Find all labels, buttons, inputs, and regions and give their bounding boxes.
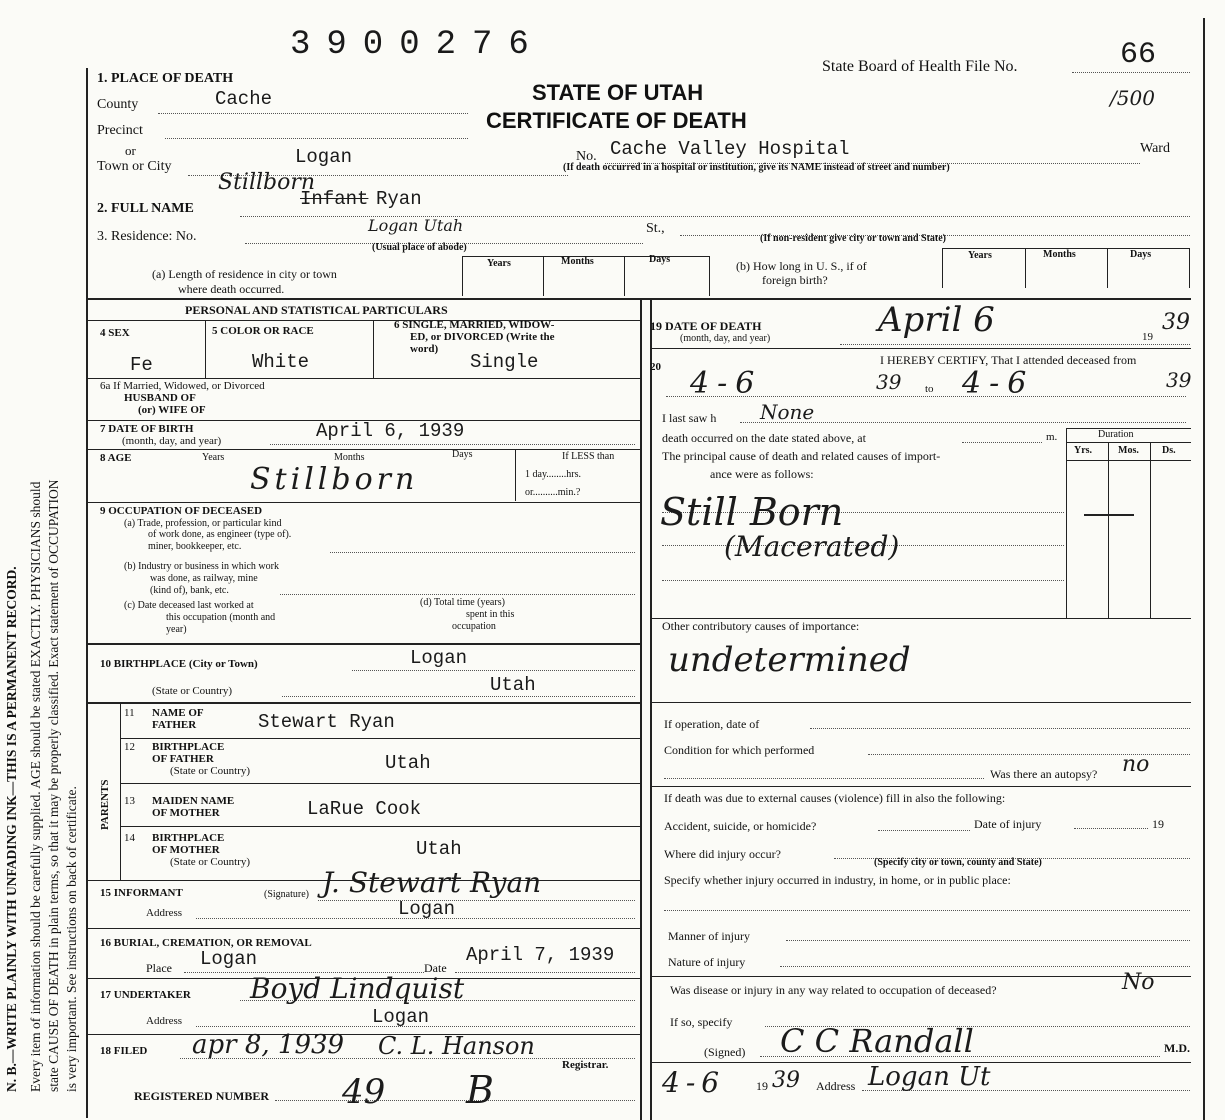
residence-box-div1 bbox=[543, 256, 544, 296]
row-occupation-bottom bbox=[88, 643, 640, 645]
left-border bbox=[86, 68, 88, 1118]
burial-place-label: Place bbox=[146, 961, 172, 975]
residence-box-right bbox=[709, 256, 710, 296]
physician-signature: C C Randall bbox=[780, 1022, 974, 1060]
other-causes-value: undetermined bbox=[668, 640, 911, 680]
certify-to-label: to bbox=[925, 383, 934, 395]
registered-mark: B bbox=[466, 1068, 494, 1112]
related-label: Was disease or injury in any way related to occupation of deceased? bbox=[670, 983, 997, 997]
occupation-c2: this occupation (month and bbox=[166, 612, 276, 623]
condition-line-2 bbox=[664, 778, 984, 779]
age-days: Days bbox=[452, 449, 473, 460]
burial-date: April 7, 1939 bbox=[466, 944, 615, 966]
or-label: or bbox=[125, 143, 136, 158]
age-value: Stillborn bbox=[250, 462, 419, 497]
row-sex-bottom bbox=[88, 378, 640, 379]
age-lessthan-a: If LESS than bbox=[562, 451, 615, 462]
father-bp-label-a: BIRTHPLACE bbox=[152, 741, 225, 753]
father-bp-label-c: (State or Country) bbox=[170, 765, 251, 777]
ward-label: Ward bbox=[1140, 141, 1170, 156]
color-value: White bbox=[252, 351, 310, 373]
us-box-div1 bbox=[1025, 248, 1026, 288]
mother-bp-label-c: (State or Country) bbox=[170, 856, 251, 868]
birthplace-state-line bbox=[282, 696, 635, 697]
certify-from-line bbox=[666, 396, 1186, 397]
county-line bbox=[158, 113, 468, 114]
injury-date-label: Date of injury bbox=[974, 817, 1042, 831]
board-file-extra: /500 bbox=[1110, 86, 1155, 110]
burial-date-label: Date bbox=[424, 961, 447, 975]
md-label: M.D. bbox=[1164, 1041, 1190, 1055]
registered-label: REGISTERED NUMBER bbox=[134, 1089, 270, 1103]
center-divider-2 bbox=[650, 300, 652, 1120]
row-birthplace-bottom bbox=[88, 702, 640, 704]
burial-date-line bbox=[455, 972, 635, 973]
registrar-signature: C. L. Hanson bbox=[378, 1032, 535, 1060]
birth-date-value: April 6, 1939 bbox=[316, 420, 465, 442]
informant-sig-label: (Signature) bbox=[264, 889, 309, 900]
sex-label: 4 SEX bbox=[100, 327, 130, 339]
father-label-a: NAME OF bbox=[152, 707, 204, 719]
precinct-line bbox=[165, 138, 468, 139]
last-saw-line bbox=[740, 422, 1186, 423]
accident-line bbox=[878, 830, 970, 831]
autopsy-value: no bbox=[1122, 752, 1150, 777]
row-autopsy-bottom bbox=[652, 786, 1191, 787]
place-of-death-label: 1. PLACE OF DEATH bbox=[97, 71, 234, 86]
sign-date: 4-6 bbox=[662, 1066, 726, 1099]
occupation-c3: year) bbox=[166, 624, 187, 635]
death-date-month-day: April 6 bbox=[878, 300, 995, 340]
manner-label: Manner of injury bbox=[668, 929, 750, 943]
burial-label: 16 BURIAL, CREMATION, OR REMOVAL bbox=[100, 937, 312, 949]
last-saw-value: None bbox=[760, 400, 815, 424]
father-value: Stewart Ryan bbox=[258, 711, 395, 733]
occupation-label: 9 OCCUPATION OF DECEASED bbox=[100, 505, 263, 517]
physician-address: Logan Ut bbox=[868, 1062, 991, 1092]
abode-note: (Usual place of abode) bbox=[372, 242, 467, 253]
undertaker-label: 17 UNDERTAKER bbox=[100, 989, 191, 1001]
duration-box-div2 bbox=[1150, 442, 1151, 618]
row-nature-bottom bbox=[652, 976, 1191, 977]
row-birth-bottom bbox=[88, 449, 640, 450]
death-date-label-b: (month, day, and year) bbox=[680, 333, 771, 344]
side-note-line1: N. B.—WRITE PLAINLY WITH UNFADING INK—THIS IS A PERMANENT RECORD. bbox=[4, 566, 19, 1092]
side-note-line4: is very important. See instructions on back of certificate. bbox=[64, 786, 79, 1092]
birth-date-label-b: (month, day, and year) bbox=[122, 435, 222, 447]
color-label: 5 COLOR OR RACE bbox=[212, 325, 314, 337]
physician-address-label: Address bbox=[816, 1079, 856, 1093]
personal-header: PERSONAL AND STATISTICAL PARTICULARS bbox=[185, 303, 448, 317]
us-months: Months bbox=[1043, 249, 1076, 260]
side-note-line3: state CAUSE OF DEATH in plain terms, so that it may be properly classified. Exact statement of OCCUPATION bbox=[46, 479, 61, 1092]
occupation-c1: (c) Date deceased last worked at bbox=[124, 600, 254, 611]
us-label-a: (b) How long in U. S., if of bbox=[736, 259, 867, 273]
undertaker-address-label: Address bbox=[146, 1015, 183, 1027]
duration-box-left bbox=[1066, 428, 1067, 618]
cause-value-2: (Macerated) bbox=[724, 530, 900, 563]
death-date-line bbox=[840, 344, 1190, 345]
full-name-struck: Infant bbox=[300, 188, 369, 210]
death-on-line bbox=[962, 442, 1042, 443]
row-other-bottom bbox=[652, 702, 1191, 703]
birthplace-label: 10 BIRTHPLACE (City or Town) bbox=[100, 658, 258, 670]
marital-value: Single bbox=[470, 351, 539, 373]
signed-label: (Signed) bbox=[704, 1045, 746, 1059]
injury-date-line bbox=[1074, 828, 1148, 829]
birthplace-state-label: (State or Country) bbox=[152, 685, 233, 697]
mother-bp-label-b: OF MOTHER bbox=[152, 844, 220, 856]
right-border bbox=[1203, 18, 1205, 1120]
duration-box-div1 bbox=[1108, 442, 1109, 618]
mother-bp-value: Utah bbox=[416, 838, 462, 860]
mother-label-a: MAIDEN NAME bbox=[152, 795, 235, 807]
injury-19: 19 bbox=[1152, 817, 1164, 831]
occupation-d2: spent in this bbox=[466, 609, 515, 620]
last-saw-label: I last saw h bbox=[662, 411, 717, 425]
filed-label: 18 FILED bbox=[100, 1045, 148, 1057]
length-residence-a: (a) Length of residence in city or town bbox=[152, 267, 337, 281]
undertaker-address: Logan bbox=[372, 1006, 430, 1028]
nature-line bbox=[780, 966, 1190, 967]
informant-address-label: Address bbox=[146, 907, 183, 919]
nature-label: Nature of injury bbox=[668, 955, 746, 969]
us-years: Years bbox=[968, 250, 992, 261]
mother-bp-num: 14 bbox=[124, 832, 135, 844]
age-years: Years bbox=[202, 452, 225, 463]
occupation-a3: miner, bookkeeper, etc. bbox=[148, 541, 242, 552]
death-date-year-suffix: 39 bbox=[1162, 310, 1190, 335]
mother-label-b: OF MOTHER bbox=[152, 807, 220, 819]
marital-label-c: word) bbox=[410, 343, 439, 355]
age-months: Months bbox=[334, 452, 365, 463]
death-on-label: death occurred on the date stated above, at bbox=[662, 431, 866, 445]
occupation-a2: of work done, as engineer (type of). bbox=[148, 529, 292, 540]
side-note-line2: Every item of information should be carefully supplied. AGE should be stated EXACTLY. PHYSICIANS should bbox=[28, 481, 43, 1092]
occupation-a1: (a) Trade, profession, or particular kind bbox=[124, 518, 282, 529]
full-name-surname: Ryan bbox=[376, 188, 422, 210]
sign-year-prefix: 19 bbox=[756, 1079, 768, 1093]
certify-text: I HEREBY CERTIFY, That I attended deceased from bbox=[880, 353, 1137, 367]
age-lessthan-c: or..........min.? bbox=[525, 487, 581, 498]
certify-num: 20 bbox=[650, 361, 661, 373]
occupation-a-line bbox=[330, 552, 635, 553]
cause-label-b: ance were as follows: bbox=[710, 467, 814, 481]
cause-duration-dash bbox=[1084, 514, 1134, 516]
death-date-label-a: 19 DATE OF DEATH bbox=[650, 319, 762, 333]
mother-num: 13 bbox=[124, 795, 135, 807]
street-label: St., bbox=[646, 221, 665, 236]
duration-yrs: Yrs. bbox=[1074, 445, 1093, 456]
precinct-label: Precinct bbox=[97, 123, 143, 138]
autopsy-label: Was there an autopsy? bbox=[990, 767, 1098, 781]
where-note: (Specify city or town, county and State) bbox=[874, 857, 1042, 868]
filed-date: apr 8, 1939 bbox=[192, 1030, 345, 1060]
father-bp-num: 12 bbox=[124, 741, 135, 753]
accident-label: Accident, suicide, or homicide? bbox=[664, 819, 817, 833]
duration-label: Duration bbox=[1098, 429, 1134, 440]
birthplace-city-line bbox=[352, 670, 635, 671]
certify-from: 4-6 bbox=[690, 366, 763, 401]
spouse-label-b: HUSBAND OF bbox=[124, 392, 196, 404]
residence-box-left bbox=[462, 256, 463, 296]
parents-div bbox=[120, 704, 121, 880]
informant-address: Logan bbox=[398, 898, 456, 920]
marital-label-a: 6 SINGLE, MARRIED, WIDOW- bbox=[394, 319, 555, 331]
residence-label: 3. Residence: No. bbox=[97, 229, 197, 244]
related-value: No bbox=[1122, 970, 1155, 995]
us-box-right bbox=[1189, 248, 1190, 288]
nonresident-note: (If non-resident give city or town and State) bbox=[760, 233, 947, 244]
undertaker-value: Boyd Lindquist bbox=[250, 972, 465, 1005]
occupation-b2: was done, as railway, mine bbox=[150, 573, 258, 584]
town-label: Town or City bbox=[97, 159, 172, 174]
length-residence-b: where death occurred. bbox=[178, 282, 285, 296]
registered-line bbox=[275, 1100, 635, 1101]
full-name-label: 2. FULL NAME bbox=[97, 201, 194, 216]
external-label: If death was due to external causes (violence) fill in also the following: bbox=[664, 791, 1006, 805]
registrar-label: Registrar. bbox=[562, 1059, 609, 1071]
residence-years: Years bbox=[487, 258, 511, 269]
street-no-label: No. bbox=[576, 149, 597, 164]
sign-year: 39 bbox=[772, 1068, 800, 1093]
father-label-b: FATHER bbox=[152, 719, 197, 731]
certify-to-year: 39 bbox=[1166, 368, 1192, 392]
cause-label-a: The principal cause of death and related causes of import- bbox=[662, 449, 941, 463]
title-certificate: CERTIFICATE OF DEATH bbox=[486, 108, 747, 133]
town-value: Logan bbox=[295, 146, 353, 168]
duration-ds: Ds. bbox=[1162, 445, 1176, 456]
informant-label: 15 INFORMANT bbox=[100, 887, 183, 899]
row-mother-bottom bbox=[120, 826, 640, 827]
residence-box-div2 bbox=[624, 256, 625, 296]
birth-date-line bbox=[270, 444, 635, 445]
registered-number: 49 bbox=[342, 1072, 386, 1112]
death-date-year-prefix: 19 bbox=[1142, 331, 1153, 343]
condition-label: Condition for which performed bbox=[664, 743, 815, 757]
row-undertaker-bottom bbox=[88, 1034, 640, 1035]
duration-box-mid bbox=[1066, 442, 1191, 443]
row-father-bp-bottom bbox=[120, 783, 640, 784]
board-file-line bbox=[1072, 72, 1190, 73]
specify-label: If so, specify bbox=[670, 1015, 733, 1029]
birth-date-label-a: 7 DATE OF BIRTH bbox=[100, 423, 194, 435]
row-sex-div1 bbox=[205, 320, 206, 378]
us-box-div2 bbox=[1107, 248, 1108, 288]
industry-line bbox=[664, 910, 1190, 911]
age-label: 8 AGE bbox=[100, 452, 132, 464]
residence-days: Days bbox=[649, 254, 671, 265]
row-sex-div2 bbox=[373, 320, 374, 378]
industry-label: Specify whether injury occurred in industry, in home, or in public place: bbox=[664, 873, 1011, 887]
header-bottom-line bbox=[88, 320, 640, 321]
hospital-value: Cache Valley Hospital bbox=[610, 138, 850, 160]
sex-value: Fe bbox=[130, 354, 153, 376]
operation-label: If operation, date of bbox=[664, 717, 760, 731]
row-father-bottom bbox=[120, 738, 640, 739]
mother-value: LaRue Cook bbox=[307, 798, 422, 820]
father-num: 11 bbox=[124, 707, 135, 719]
county-label: County bbox=[97, 97, 139, 112]
birthplace-state: Utah bbox=[490, 674, 536, 696]
informant-line bbox=[318, 900, 635, 901]
manner-line bbox=[786, 940, 1190, 941]
row-informant-bottom bbox=[88, 928, 640, 929]
us-days: Days bbox=[1130, 249, 1152, 260]
us-box-left bbox=[942, 248, 943, 288]
row-age-bottom bbox=[88, 502, 640, 503]
informant-signature: J. Stewart Ryan bbox=[322, 866, 542, 899]
occupation-b3: (kind of), bank, etc. bbox=[150, 585, 229, 596]
board-file-label: State Board of Health File No. bbox=[822, 58, 1018, 75]
father-bp-value: Utah bbox=[385, 752, 431, 774]
occupation-b-line bbox=[280, 594, 635, 595]
center-divider bbox=[640, 300, 642, 1120]
county-value: Cache bbox=[215, 88, 273, 110]
hospital-note: (If death occurred in a hospital or institution, give its NAME instead of street and number) bbox=[563, 162, 950, 173]
cause-line-3 bbox=[662, 580, 1064, 581]
occupation-d3: occupation bbox=[452, 621, 496, 632]
residence-months: Months bbox=[561, 256, 594, 267]
cause-value: Still Born bbox=[660, 490, 844, 534]
spouse-label-c: (or) WIFE OF bbox=[138, 404, 206, 416]
title-state: STATE OF UTAH bbox=[532, 80, 704, 105]
age-lessthan-b: 1 day........hrs. bbox=[525, 469, 582, 480]
parents-label: PARENTS bbox=[99, 779, 111, 830]
marital-label-b: ED, or DIVORCED (Write the bbox=[410, 331, 555, 343]
age-div bbox=[515, 449, 516, 501]
board-file-number: 66 bbox=[1120, 38, 1157, 72]
certify-to: 4-6 bbox=[962, 366, 1035, 401]
occupation-d1: (d) Total time (years) bbox=[420, 597, 505, 608]
occupation-b1: (b) Industry or business in which work bbox=[124, 561, 279, 572]
mother-bp-label-a: BIRTHPLACE bbox=[152, 832, 225, 844]
full-name-stillborn: Stillborn bbox=[218, 170, 316, 195]
spouse-label-a: 6a If Married, Widowed, or Divorced bbox=[100, 380, 265, 392]
father-bp-label-b: OF FATHER bbox=[152, 753, 214, 765]
us-label-b: foreign birth? bbox=[762, 273, 828, 287]
row-death-date-bottom bbox=[652, 348, 1191, 349]
where-label: Where did injury occur? bbox=[664, 847, 781, 861]
certify-from-year: 39 bbox=[876, 370, 902, 394]
death-on-m: m. bbox=[1046, 431, 1058, 443]
duration-box-subhead bbox=[1066, 460, 1191, 461]
burial-place: Logan bbox=[200, 948, 258, 970]
operation-line bbox=[810, 728, 1190, 729]
birthplace-city: Logan bbox=[410, 647, 468, 669]
residence-value: Logan Utah bbox=[368, 216, 464, 235]
certificate-number: 3900276 bbox=[290, 26, 545, 64]
duration-mos: Mos. bbox=[1118, 445, 1139, 456]
other-causes-label: Other contributory causes of importance: bbox=[662, 619, 860, 633]
